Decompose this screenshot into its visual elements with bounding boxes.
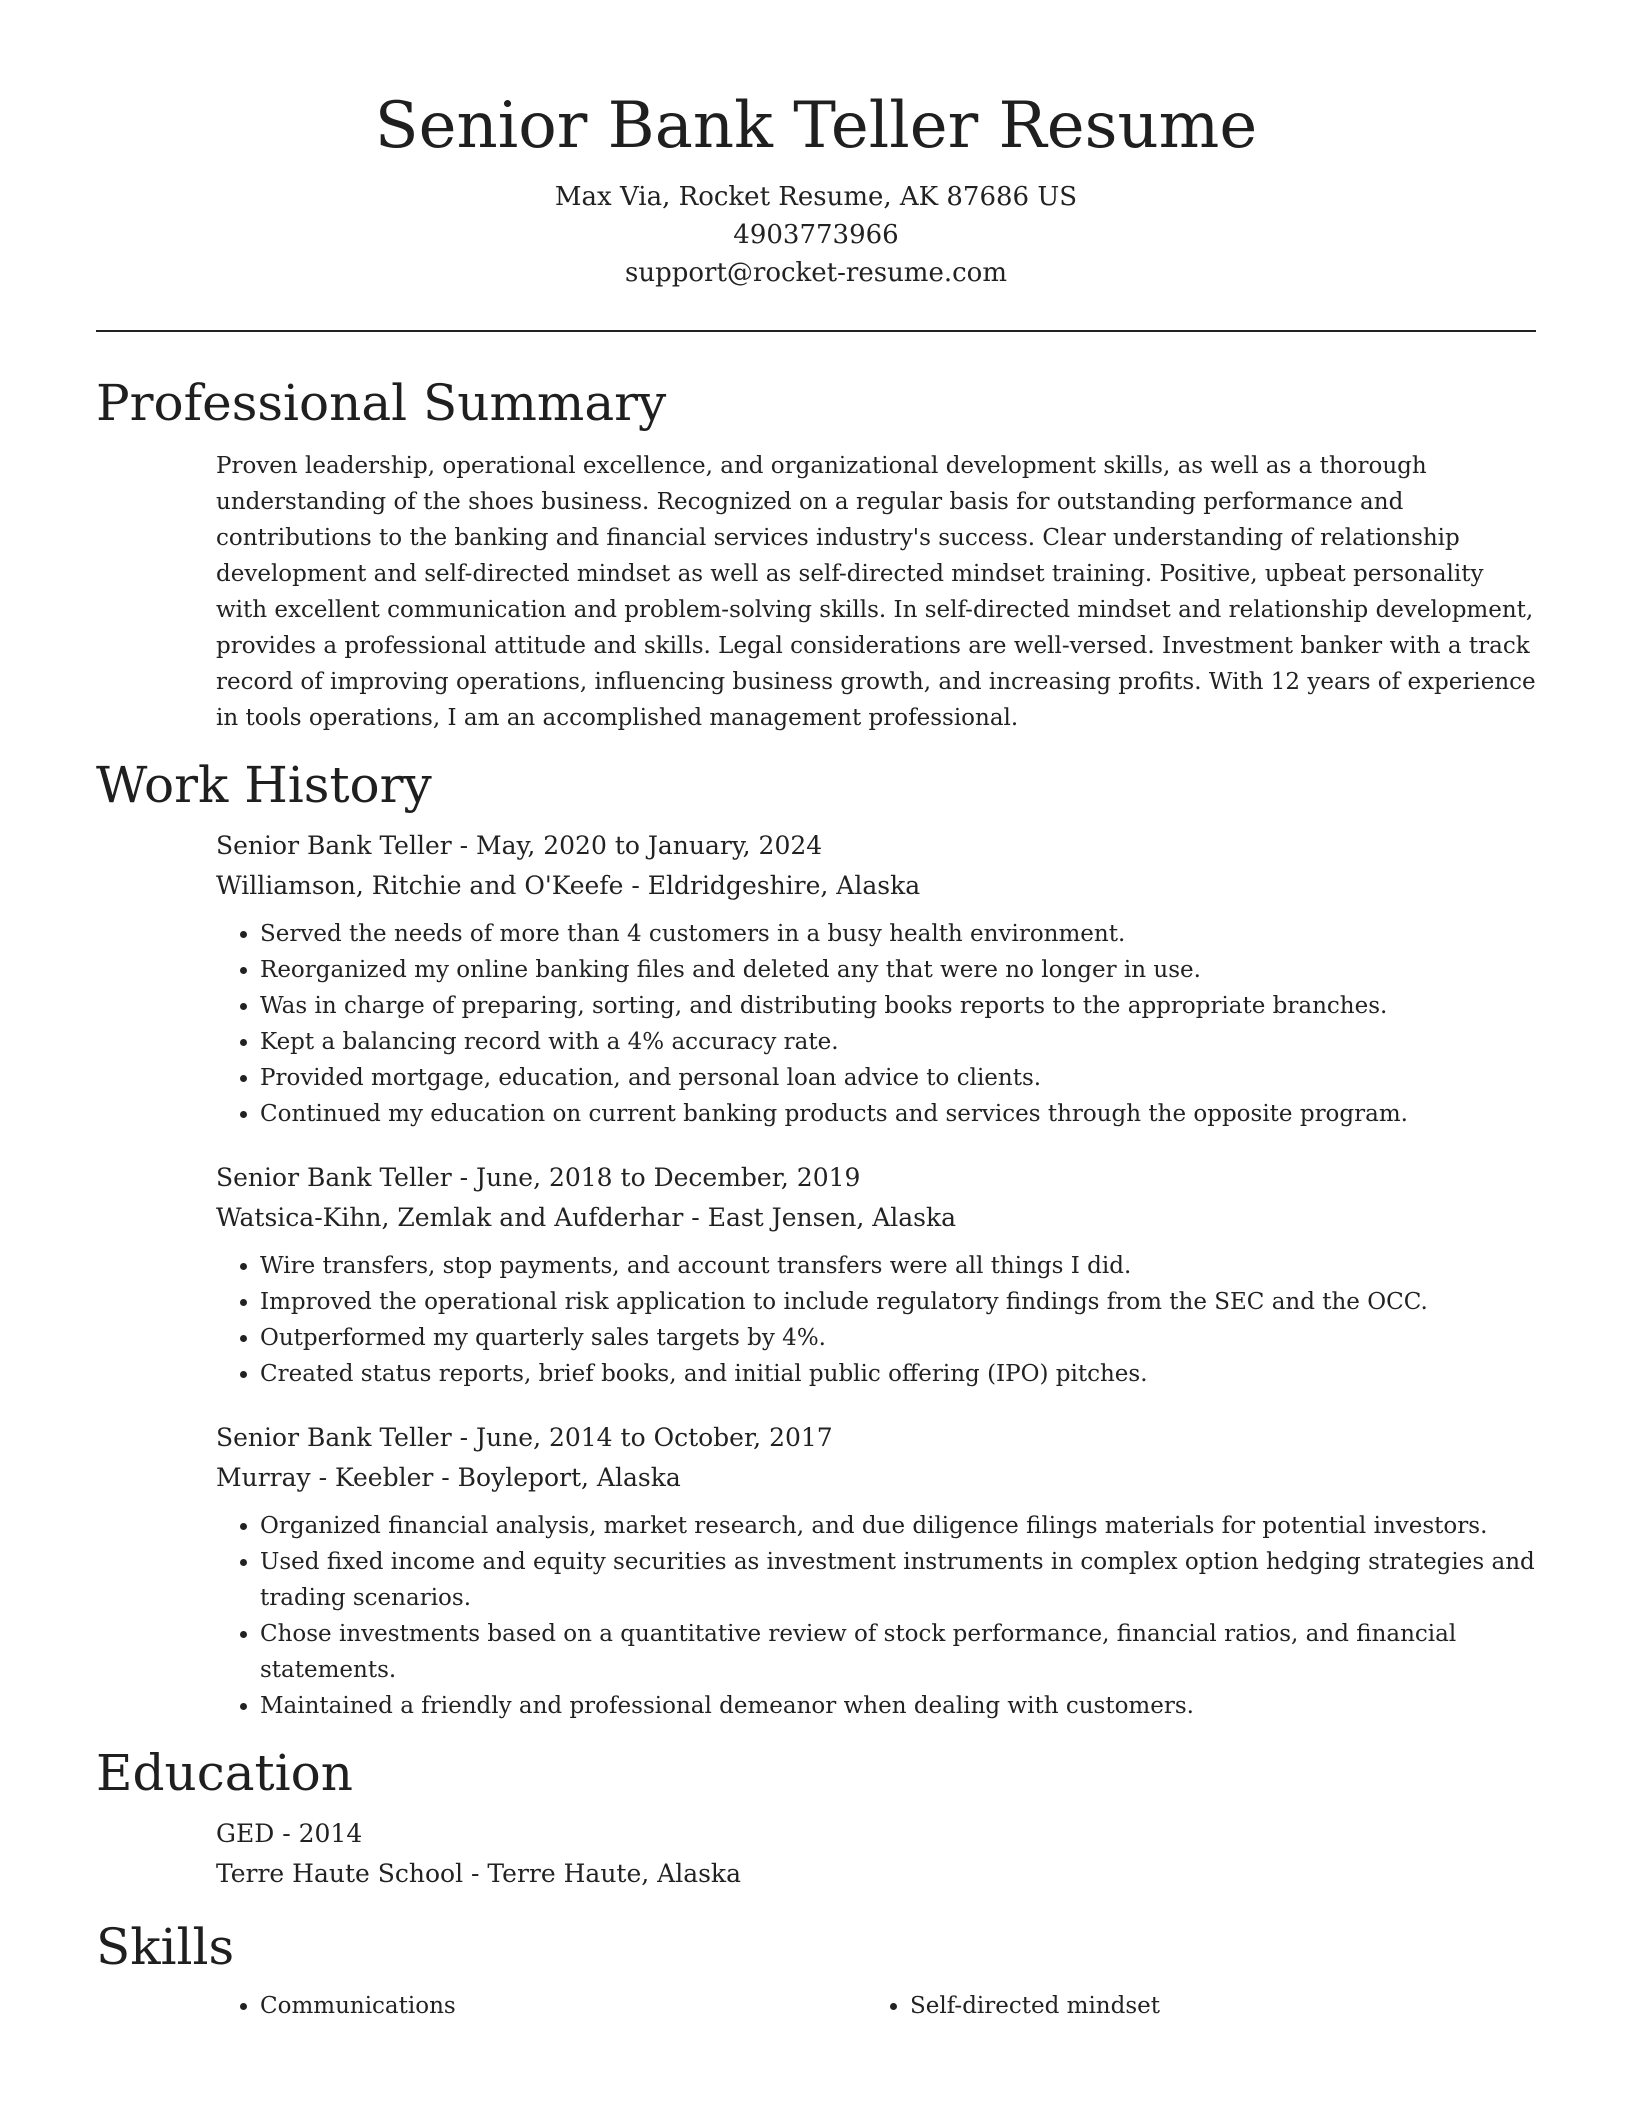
contact-phone: 4903773966	[733, 220, 899, 250]
job-bullet: • Organized financial analysis, market research, and due diligence filings materials for potential investors.	[260, 1508, 1536, 1544]
job-bullet: • Chose investments based on a quantitative review of stock performance, financial ratios, and financial statements.	[260, 1616, 1536, 1688]
skills-list-right	[866, 1988, 1516, 2024]
contact-email: support@rocket-resume.com	[624, 258, 1007, 288]
job-bullet: • Served the needs of more than 4 customers in a busy health environment.	[260, 916, 1536, 952]
skills-section	[96, 1916, 1536, 2024]
job-bullet: • Kept a balancing record with a 4% accuracy rate.	[260, 1024, 1536, 1060]
summary-heading: Professional Summary	[96, 374, 667, 432]
resume-title: Senior Bank Teller Resume	[374, 89, 1258, 163]
job-bullet: • Outperformed my quarterly sales targets by 4%.	[260, 1320, 1536, 1356]
job-bullet: • Wire transfers, stop payments, and account transfers were all things I did.	[260, 1248, 1536, 1284]
education-heading: Education	[96, 1744, 353, 1802]
education-section	[96, 1742, 1536, 1894]
job-company-line: Murray - Keebler - Boyleport, Alaska	[216, 1463, 681, 1492]
skills-list-left	[216, 1988, 866, 2024]
job-bullets	[216, 1508, 1536, 1724]
job-entry	[216, 1418, 1536, 1724]
job-company-line: Williamson, Ritchie and O'Keefe - Eldridgeshire, Alaska	[216, 871, 921, 900]
skills-grid	[216, 1988, 1536, 2024]
job-entry	[216, 826, 1536, 1132]
skill-item: • Self-directed mindset	[910, 1988, 1516, 2024]
skills-heading: Skills	[96, 1918, 235, 1976]
work-history-heading: Work History	[96, 756, 432, 814]
skills-column-left	[216, 1988, 866, 2024]
job-title-line: Senior Bank Teller - June, 2014 to October, 2017	[216, 1423, 833, 1452]
resume-page	[96, 0, 1536, 2024]
job-bullets	[216, 916, 1536, 1132]
job-bullet: • Used fixed income and equity securities as investment instruments in complex option hedging strategies and trading scenarios.	[260, 1544, 1536, 1616]
skills-column-right	[866, 1988, 1516, 2024]
contact-block	[96, 178, 1536, 292]
job-bullets	[216, 1248, 1536, 1392]
summary-text: Proven leadership, operational excellence, and organizational development skills, as well as a thorough understanding of the shoes business. Recognized on a regular basis for outstanding performance and contributions to the banking and financial services industry's success. Clear understanding of relationship development and self-directed mindset as well as self-directed mindset training. Positive, upbeat personality with excellent communication and problem-solving skills. In self-directed mindset and relationship development, provides a professional attitude and skills. Legal considerations are well-versed. Investment banker with a track record of improving operations, influencing business growth, and increasing profits. With 12 years of experience in tools operations, I am an accomplished management professional.	[216, 453, 1536, 731]
work-history-section	[96, 754, 1536, 1724]
job-title-line: Senior Bank Teller - May, 2020 to January, 2024	[216, 831, 823, 860]
contact-address: Max Via, Rocket Resume, AK 87686 US	[554, 182, 1078, 212]
job-bullet: • Maintained a friendly and professional demeanor when dealing with customers.	[260, 1688, 1536, 1724]
education-degree-line: GED - 2014	[216, 1819, 363, 1848]
job-bullet: • Was in charge of preparing, sorting, and distributing books reports to the appropriate branches.	[260, 988, 1536, 1024]
job-bullet: • Created status reports, brief books, and initial public offering (IPO) pitches.	[260, 1356, 1536, 1392]
summary-section	[96, 372, 1536, 736]
job-entry	[216, 1158, 1536, 1392]
header-divider	[96, 330, 1536, 332]
education-school-line: Terre Haute School - Terre Haute, Alaska	[216, 1859, 741, 1888]
resume-header	[96, 0, 1536, 292]
job-bullet: • Reorganized my online banking files and deleted any that were no longer in use.	[260, 952, 1536, 988]
job-bullet: • Provided mortgage, education, and personal loan advice to clients.	[260, 1060, 1536, 1096]
job-bullet: • Continued my education on current banking products and services through the opposite program.	[260, 1096, 1536, 1132]
skill-item: • Communications	[260, 1988, 866, 2024]
job-title-line: Senior Bank Teller - June, 2018 to December, 2019	[216, 1163, 861, 1192]
job-company-line: Watsica-Kihn, Zemlak and Aufderhar - East Jensen, Alaska	[216, 1203, 957, 1232]
job-bullet: • Improved the operational risk application to include regulatory findings from the SEC and the OCC.	[260, 1284, 1536, 1320]
